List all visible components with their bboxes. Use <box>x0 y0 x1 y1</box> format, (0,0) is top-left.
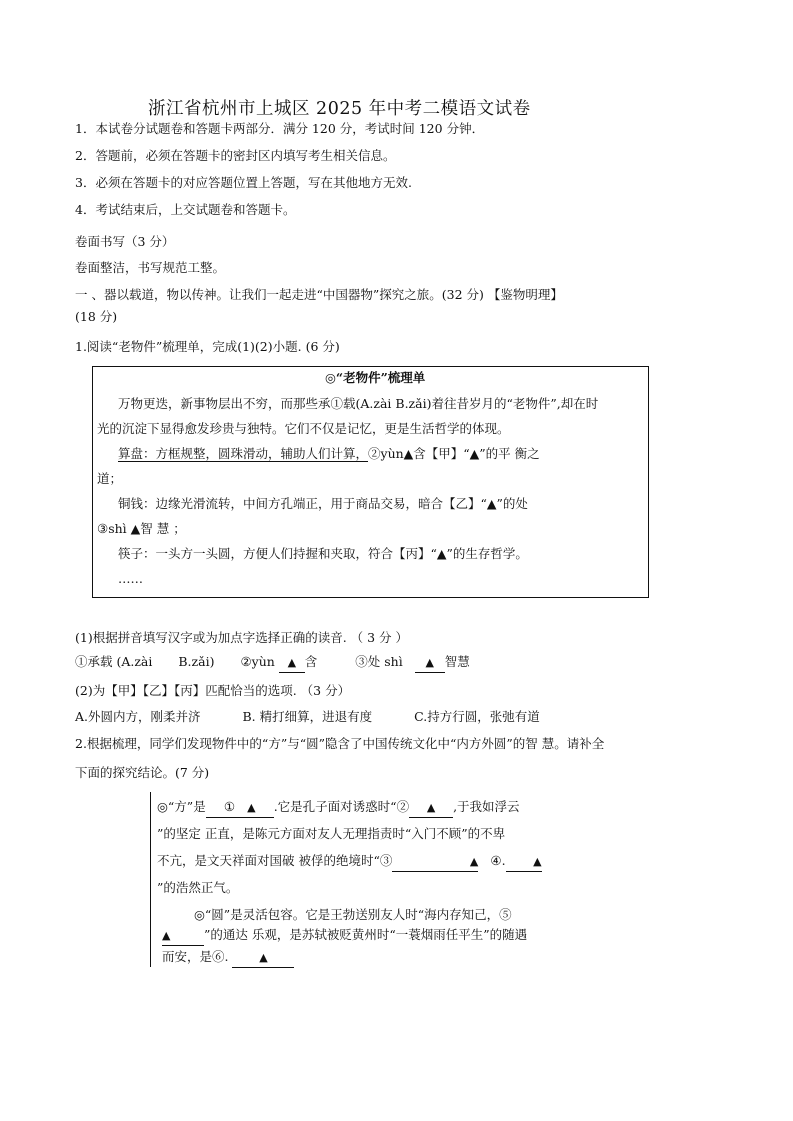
yuan-wang-bo: ”的通达 乐观，是苏轼被贬黄州时“一蓑烟雨任平生”的随遇 <box>204 927 528 942</box>
yuan-line-2 <box>162 926 527 946</box>
old-objects-card <box>92 366 649 598</box>
answer-blank-yuan-5[interactable]: ▲ <box>162 928 204 946</box>
card-intro-line-1: 万物更迭，新事物层出不穷，而那些承①载(A.zài B.zǎi)着往昔岁月的“老物件”,却在时 <box>118 396 599 411</box>
answer-blank-fang-3[interactable]: ▲ <box>392 854 478 872</box>
handwriting-body: 卷面整洁，书写规范工整。 <box>75 260 226 275</box>
page-title: 浙江省杭州市上城区 2025 年中考二模语文试卷 <box>148 99 531 119</box>
card-title: ◎“老物件”梳理单 <box>325 370 426 385</box>
answer-blank-2[interactable]: ▲ <box>279 655 305 673</box>
option-c: C.持方行圆，张弛有道 <box>414 709 540 724</box>
answer-blank-3[interactable]: ▲ <box>415 655 445 673</box>
card-coin-end: ③shì ▲智 慧 ； <box>97 521 186 536</box>
section-heading: 一 、器以载道，物以传神。让我们一起走进“中国器物”探究之旅。(32 分) 【鉴物明理】 <box>75 287 563 302</box>
fang-line-2: ”的坚定 正直，是陈元方面对友人无理指责时“入门不顾”的不卑 <box>157 826 506 841</box>
card-intro-line-2: 光的沉淀下显得愈发珍贵与独特。它们不仅是记忆，更是生活哲学的体现。 <box>97 421 510 436</box>
fang-confucius: .它是孔子面对诱惑时“② <box>273 799 410 814</box>
abacus-blank-text: ②yùn▲含【甲】“▲”的平 衡之 <box>368 446 540 461</box>
fang-wen-tianxiang: 不亢，是文天祥面对国破 被俘的绝境时“③ <box>157 853 393 868</box>
card-ellipsis: …… <box>118 571 143 586</box>
fang-marker-4: ④. <box>490 853 506 868</box>
option-3: ③处 shì <box>355 654 403 669</box>
question-1-stem: 1.阅读“老物件”梳理单，完成(1)(2)小题. (6 分) <box>75 339 340 354</box>
card-coin: 铜钱：边缘光滑流转，中间方孔端正，用于商品交易，暗合【乙】“▲”的处 <box>118 496 528 511</box>
note-1: 1．本试卷分试题卷和答题卡两部分．满分 120 分，考试时间 120 分钟． <box>75 121 485 136</box>
yuan-line-1: ◎“圆”是灵活包容。它是王勃送别友人时“海内存知己，⑤ <box>194 907 512 922</box>
option-b: B. 精打细算，进退有度 <box>242 709 373 724</box>
subquestion-1-options <box>75 653 470 673</box>
subquestion-2-stem: (2)为【甲】【乙】【丙】匹配恰当的选项. （3 分） <box>75 683 351 698</box>
subquestion-2-options <box>75 708 540 727</box>
answer-blank-fang-2[interactable]: ▲ <box>409 800 453 818</box>
card-abacus-end: 道； <box>97 471 123 486</box>
yuan-su-shi: 而安，是⑥. <box>162 949 229 964</box>
option-1-a: ①承载 (A.zài <box>75 654 153 669</box>
option-3-tail: 智慧 <box>444 654 470 669</box>
card-abacus <box>118 445 540 464</box>
question-2-stem-2: 下面的探究结论。(7 分) <box>75 765 210 780</box>
conclusion-margin-bar <box>150 792 151 967</box>
answer-blank-fang-1[interactable]: ① ▲ <box>206 798 274 818</box>
answer-blank-yuan-6[interactable]: ▲ <box>232 950 294 968</box>
fang-intro: ◎“方”是 <box>157 799 206 814</box>
yuan-line-3 <box>162 948 294 968</box>
fang-line-3 <box>157 852 542 872</box>
abacus-underlined-text: 算盘：方框规整，圆珠滑动，辅助人们计算， <box>118 446 369 461</box>
option-1-b: B.zǎi) <box>178 654 215 669</box>
handwriting-heading: 卷面书写（3 分） <box>75 234 175 249</box>
subquestion-1-stem: (1)根据拼音填写汉字或为加点字选择正确的读音. （ 3 分 ） <box>75 630 409 645</box>
answer-blank-fang-4[interactable]: ▲ <box>506 854 542 872</box>
note-3: 3．必须在答题卡的对应答题位置上答题，写在其他地方无效. <box>75 175 412 190</box>
fang-line-1 <box>157 798 520 818</box>
section-points: (18 分) <box>75 309 118 324</box>
note-2: 2．答题前，必须在答题卡的密封区内填写考生相关信息。 <box>75 148 396 163</box>
fang-cloud: ,于我如浮云 <box>453 799 520 814</box>
card-chopsticks: 筷子：一头方一头圆，方便人们持握和夹取，符合【丙】“▲”的生存哲学。 <box>118 546 528 561</box>
option-2-tail: 含 <box>304 654 318 669</box>
option-2: ②yùn <box>240 654 275 669</box>
fang-line-4: ”的浩然正气。 <box>157 880 239 895</box>
note-4: 4．考试结束后，上交试题卷和答题卡。 <box>75 202 296 217</box>
question-2-stem-1: 2.根据梳理，同学们发现物件中的“方”与“圆”隐含了中国传统文化中“内方外圆”的智 慧。请补全 <box>75 736 605 751</box>
option-a: A.外圆内方，刚柔并济 <box>75 709 201 724</box>
